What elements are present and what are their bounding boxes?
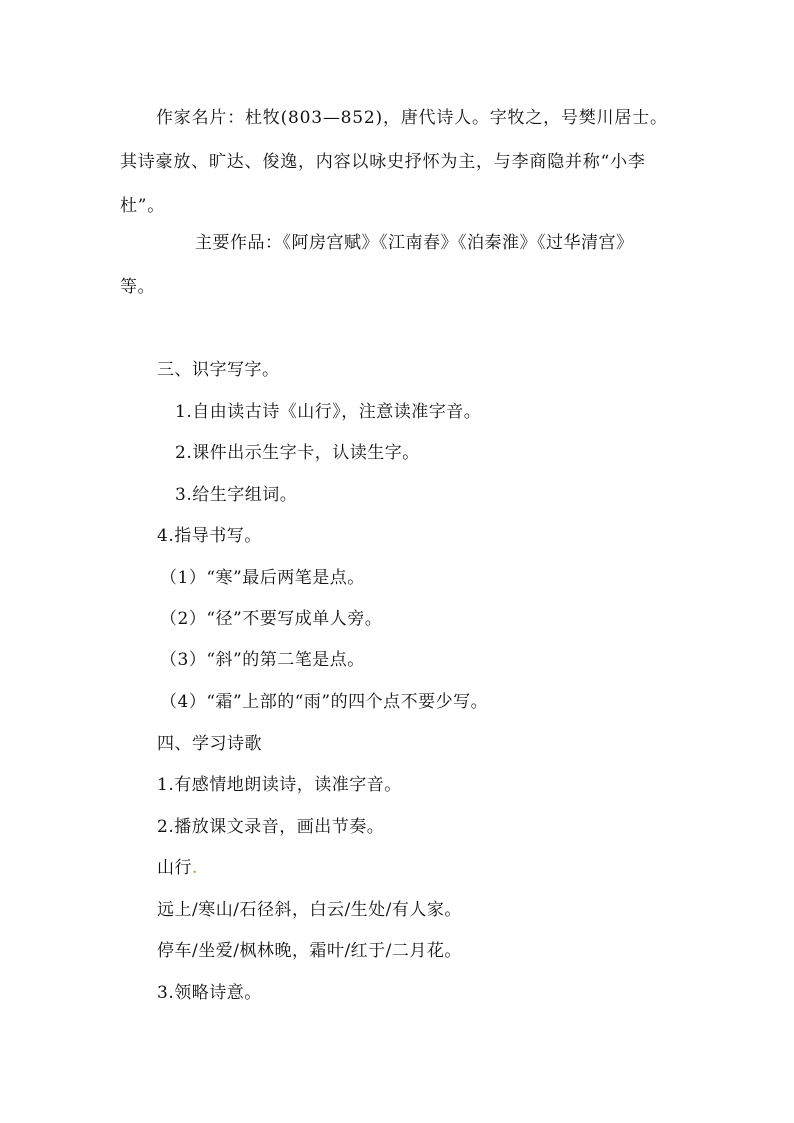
writing-tip-2: （2）“径”不要写成单人旁。	[160, 609, 383, 629]
section3-item-2: 2.课件出示生字卡，认读生字。	[175, 443, 420, 463]
writing-tip-1: （1）“寒”最后两笔是点。	[160, 568, 365, 588]
poem-line-1: 远上/寒山/石径斜，白云/生处/有人家。	[157, 900, 462, 920]
works-line: 主要作品：《阿房宫赋》《江南春》《泊秦淮》《过华清宫》	[195, 233, 634, 253]
section3-item-3: 3.给生字组词。	[175, 485, 298, 505]
section4-item-1: 1.有感情地朗读诗，读准字音。	[157, 775, 402, 795]
poem-title-mark: .	[192, 858, 198, 878]
poem-title	[157, 856, 198, 880]
section4-heading: 四、学习诗歌	[157, 734, 262, 754]
poem-line-2: 停车/坐爱/枫林晚，霜叶/红于/二月花。	[157, 941, 462, 961]
works-line-end: 等。	[120, 277, 155, 297]
writing-tip-4: （4）“霜”上部的“雨”的四个点不要少写。	[160, 692, 489, 712]
section3-item-4: 4.指导书写。	[157, 526, 262, 546]
section3-item-1: 1.自由读古诗《山行》，注意读准字音。	[175, 402, 482, 422]
author-card-paragraph: 作家名片：杜牧(803—852)，唐代诗人。字牧之，号樊川居士。其诗豪放、旷达、俊逸，内容以咏史抒怀为主，与李商隐并称“小李杜”。	[120, 108, 668, 216]
poem-title-text: 山行	[157, 858, 192, 878]
writing-tip-3: （3）“斜”的第二笔是点。	[160, 650, 365, 670]
section4-item-2: 2.播放课文录音，画出节奏。	[157, 817, 385, 837]
section4-item-3: 3.领略诗意。	[157, 983, 262, 1003]
section3-heading: 三、识字写字。	[157, 360, 280, 380]
